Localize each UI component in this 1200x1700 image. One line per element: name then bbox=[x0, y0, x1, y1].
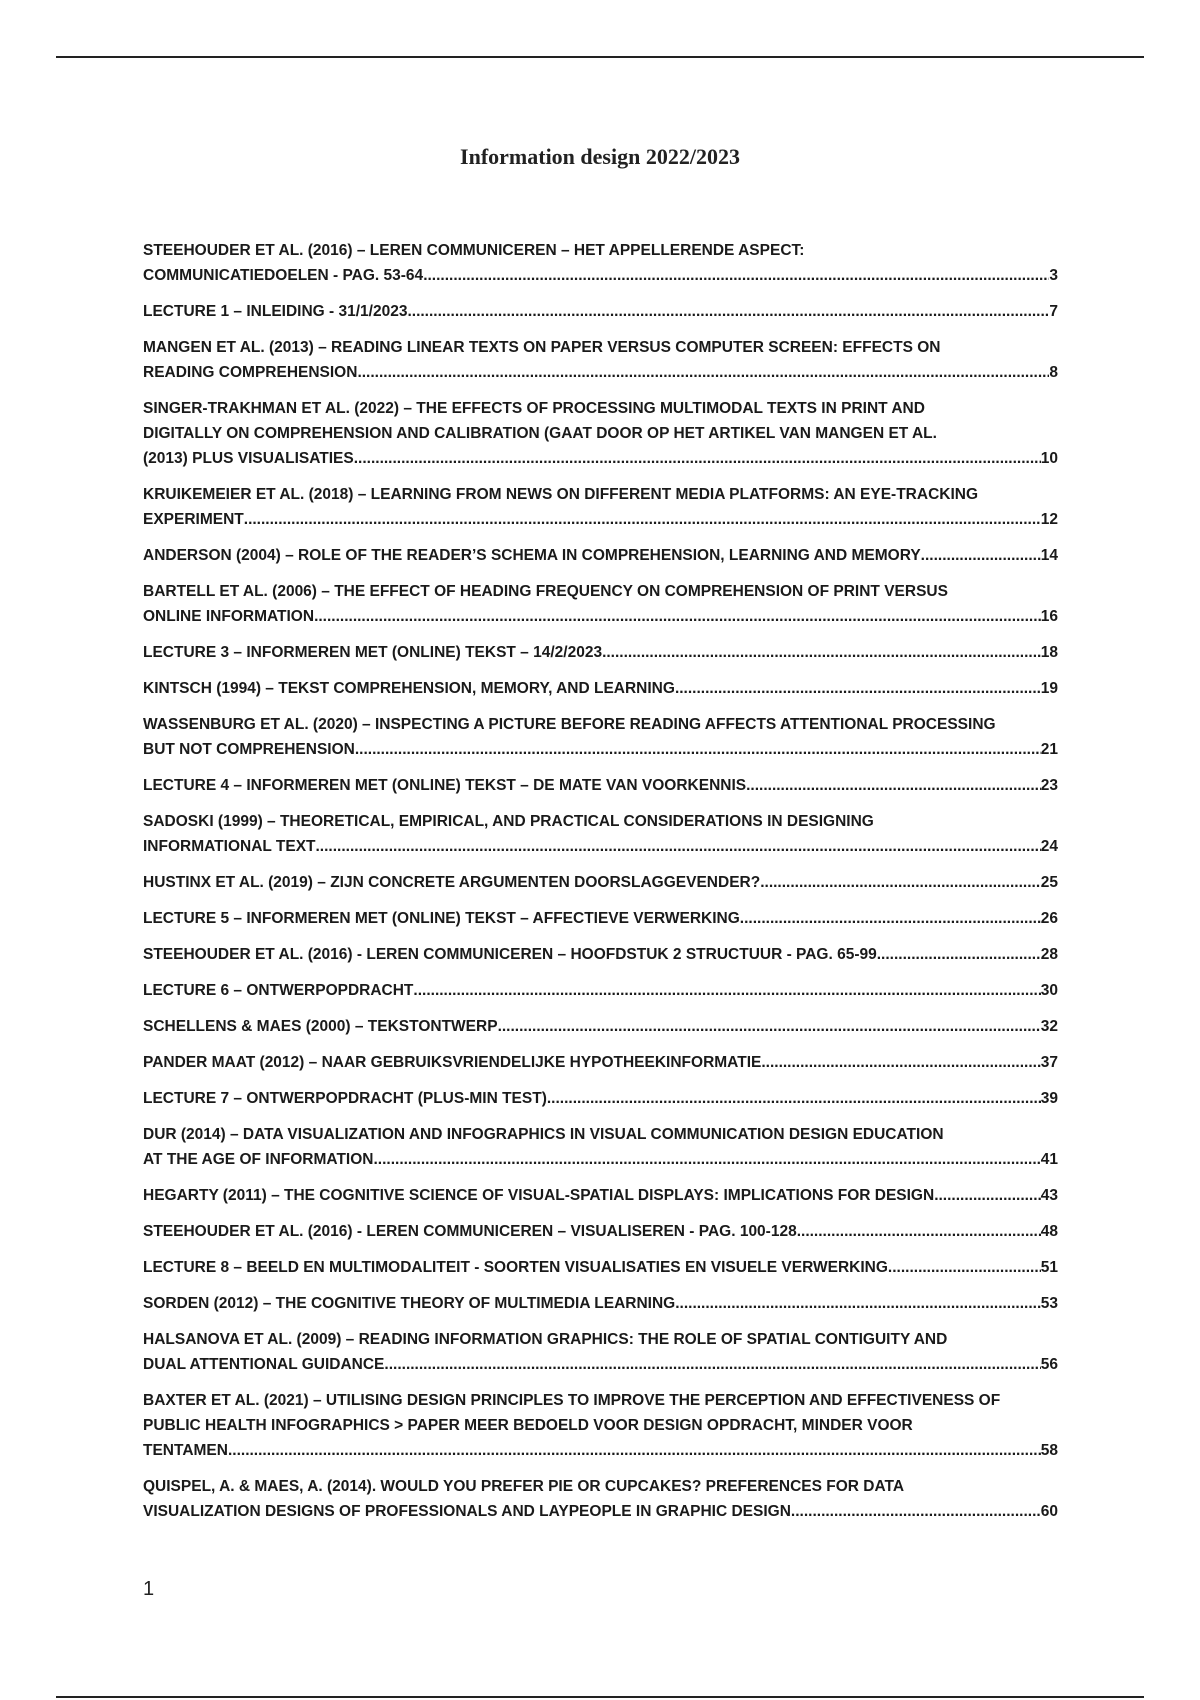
toc-page-number: 7 bbox=[1049, 303, 1058, 320]
toc-page-number: 39 bbox=[1040, 1090, 1058, 1107]
toc-entry-leader-line bbox=[143, 870, 1058, 895]
toc-entry[interactable] bbox=[143, 1327, 1058, 1377]
toc-entry[interactable] bbox=[143, 1014, 1058, 1039]
toc-page-number: 41 bbox=[1040, 1151, 1058, 1168]
toc-entry-title-line: EXPERIMENT bbox=[143, 511, 244, 528]
toc-entry[interactable] bbox=[143, 1388, 1058, 1463]
toc-entry-leader-line bbox=[143, 1183, 1058, 1208]
toc-page-number: 32 bbox=[1040, 1018, 1058, 1035]
toc-entry-title-line: DUAL ATTENTIONAL GUIDANCE bbox=[143, 1356, 385, 1373]
toc-entry-title-line: BAXTER ET AL. (2021) – UTILISING DESIGN PRINCIPLES TO IMPROVE THE PERCEPTION AND EFFECTIVENESS OF bbox=[143, 1392, 1001, 1409]
toc-entry[interactable] bbox=[143, 238, 1058, 288]
toc-entry-leader-line bbox=[143, 446, 1058, 471]
toc-page-number: 23 bbox=[1040, 777, 1058, 794]
toc-dot-leader bbox=[797, 1219, 1041, 1244]
toc-entry[interactable] bbox=[143, 712, 1058, 762]
toc-entry-title-line: STEEHOUDER ET AL. (2016) - LEREN COMMUNICEREN – VISUALISEREN - PAG. 100-128 bbox=[143, 1223, 797, 1240]
page-top-rule bbox=[56, 56, 1144, 58]
toc-dot-leader bbox=[602, 640, 1041, 665]
toc-entry-leader-line bbox=[143, 604, 1058, 629]
toc-entry[interactable] bbox=[143, 906, 1058, 931]
toc-entry-title-line: ONLINE INFORMATION bbox=[143, 608, 315, 625]
toc-entry-leader-line bbox=[143, 1291, 1058, 1316]
toc-entry-title-line: KRUIKEMEIER ET AL. (2018) – LEARNING FROM NEWS ON DIFFERENT MEDIA PLATFORMS: AN EYE-TRACKING bbox=[143, 486, 979, 503]
toc-entry-title-line: STEEHOUDER ET AL. (2016) - LEREN COMMUNICEREN – HOOFDSTUK 2 STRUCTUUR - PAG. 65-99 bbox=[143, 946, 877, 963]
toc-entry-title-line: SINGER-TRAKHMAN ET AL. (2022) – THE EFFECTS OF PROCESSING MULTIMODAL TEXTS IN PRINT AND bbox=[143, 400, 925, 417]
toc-entry[interactable] bbox=[143, 809, 1058, 859]
toc-entry-title-line: BUT NOT COMPREHENSION bbox=[143, 741, 355, 758]
toc-dot-leader bbox=[740, 906, 1041, 931]
toc-entry[interactable] bbox=[143, 870, 1058, 895]
toc-entry-title-line: KINTSCH (1994) – TEKST COMPREHENSION, MEMORY, AND LEARNING bbox=[143, 680, 675, 697]
toc-page-number: 28 bbox=[1040, 946, 1058, 963]
toc-entry[interactable] bbox=[143, 543, 1058, 568]
toc-dot-leader bbox=[316, 834, 1041, 859]
toc-entry-title-line: LECTURE 6 – ONTWERPOPDRACHT bbox=[143, 982, 414, 999]
toc-entry-title-line: TENTAMEN bbox=[143, 1442, 228, 1459]
toc-entry[interactable] bbox=[143, 676, 1058, 701]
toc-entry-title-line: COMMUNICATIEDOELEN - PAG. 53-64 bbox=[143, 267, 424, 284]
toc-dot-leader bbox=[547, 1086, 1041, 1111]
toc-entry-leader-line bbox=[143, 1438, 1058, 1463]
toc-entry[interactable] bbox=[143, 396, 1058, 471]
toc-entry[interactable] bbox=[143, 1050, 1058, 1075]
toc-page-number: 43 bbox=[1040, 1187, 1058, 1204]
toc-page-number: 58 bbox=[1040, 1442, 1058, 1459]
toc-dot-leader bbox=[384, 1352, 1040, 1377]
toc-dot-leader bbox=[355, 737, 1041, 762]
toc-entry-title-line: QUISPEL, A. & MAES, A. (2014). WOULD YOU PREFER PIE OR CUPCAKES? PREFERENCES FOR DATA bbox=[143, 1478, 905, 1495]
toc-entry-title-line: MANGEN ET AL. (2013) – READING LINEAR TEXTS ON PAPER VERSUS COMPUTER SCREEN: EFFECTS ON bbox=[143, 339, 941, 356]
toc-dot-leader bbox=[373, 1147, 1040, 1172]
toc-entry-leader-line bbox=[143, 1499, 1058, 1524]
toc-entry[interactable] bbox=[143, 482, 1058, 532]
toc-entry-title-line: SADOSKI (1999) – THEORETICAL, EMPIRICAL, AND PRACTICAL CONSIDERATIONS IN DESIGNING bbox=[143, 813, 874, 830]
toc-dot-leader bbox=[761, 1050, 1040, 1075]
toc-entry[interactable] bbox=[143, 1474, 1058, 1524]
toc-page-number: 24 bbox=[1040, 838, 1058, 855]
toc-entry-title-line: HALSANOVA ET AL. (2009) – READING INFORMATION GRAPHICS: THE ROLE OF SPATIAL CONTIGUITY AND bbox=[143, 1331, 948, 1348]
table-of-contents bbox=[143, 238, 1058, 1524]
toc-dot-leader bbox=[921, 543, 1041, 568]
toc-dot-leader bbox=[746, 773, 1041, 798]
toc-entry-title-line: VISUALIZATION DESIGNS OF PROFESSIONALS AND LAYPEOPLE IN GRAPHIC DESIGN bbox=[143, 1503, 791, 1520]
toc-entry-title-line: ANDERSON (2004) – ROLE OF THE READER’S SCHEMA IN COMPREHENSION, LEARNING AND MEMORY bbox=[143, 547, 921, 564]
toc-entry-leader-line bbox=[143, 834, 1058, 859]
toc-entry-title-line: SCHELLENS & MAES (2000) – TEKSTONTWERP bbox=[143, 1018, 498, 1035]
toc-entry[interactable] bbox=[143, 299, 1058, 324]
toc-entry-leader-line bbox=[143, 507, 1058, 532]
toc-entry-title-line: PUBLIC HEALTH INFOGRAPHICS > PAPER MEER BEDOELD VOOR DESIGN OPDRACHT, MINDER VOOR bbox=[143, 1417, 913, 1434]
toc-entry-title-line: SORDEN (2012) – THE COGNITIVE THEORY OF MULTIMEDIA LEARNING bbox=[143, 1295, 676, 1312]
toc-dot-leader bbox=[407, 299, 1049, 324]
toc-page-number: 26 bbox=[1040, 910, 1058, 927]
toc-entry-title-line: AT THE AGE OF INFORMATION bbox=[143, 1151, 374, 1168]
toc-entry-title-line: DUR (2014) – DATA VISUALIZATION AND INFOGRAPHICS IN VISUAL COMMUNICATION DESIGN EDUCATION bbox=[143, 1126, 944, 1143]
toc-page-number: 37 bbox=[1040, 1054, 1058, 1071]
toc-entry-leader-line bbox=[143, 640, 1058, 665]
toc-entry[interactable] bbox=[143, 579, 1058, 629]
toc-page-number: 12 bbox=[1040, 511, 1058, 528]
toc-dot-leader bbox=[888, 1255, 1041, 1280]
toc-entry-leader-line bbox=[143, 1219, 1058, 1244]
toc-entry-leader-line bbox=[143, 360, 1058, 385]
toc-entry[interactable] bbox=[143, 335, 1058, 385]
toc-entry-leader-line bbox=[143, 1086, 1058, 1111]
toc-page-number: 18 bbox=[1040, 644, 1058, 661]
page-number: 1 bbox=[143, 1578, 155, 1600]
toc-entry-title-line: INFORMATIONAL TEXT bbox=[143, 838, 316, 855]
toc-entry-leader-line bbox=[143, 1050, 1058, 1075]
toc-entry[interactable] bbox=[143, 1291, 1058, 1316]
toc-page-number: 8 bbox=[1049, 364, 1058, 381]
toc-dot-leader bbox=[498, 1014, 1041, 1039]
toc-dot-leader bbox=[934, 1183, 1041, 1208]
toc-entry-leader-line bbox=[143, 299, 1058, 324]
toc-entry-leader-line bbox=[143, 1352, 1058, 1377]
toc-entry-title-line: READING COMPREHENSION bbox=[143, 364, 358, 381]
toc-entry-title-line: HUSTINX ET AL. (2019) – ZIJN CONCRETE ARGUMENTEN DOORSLAGGEVENDER? bbox=[143, 874, 761, 891]
toc-entry-leader-line bbox=[143, 676, 1058, 701]
toc-entry-leader-line bbox=[143, 942, 1058, 967]
toc-entry-title-line: STEEHOUDER ET AL. (2016) – LEREN COMMUNICEREN – HET APPELLERENDE ASPECT: bbox=[143, 242, 805, 259]
toc-entry-leader-line bbox=[143, 263, 1058, 288]
toc-dot-leader bbox=[877, 942, 1041, 967]
toc-entry-title-line: PANDER MAAT (2012) – NAAR GEBRUIKSVRIENDELIJKE HYPOTHEEKINFORMATIE bbox=[143, 1054, 762, 1071]
toc-dot-leader bbox=[760, 870, 1041, 895]
toc-entry-title-line: BARTELL ET AL. (2006) – THE EFFECT OF HEADING FREQUENCY ON COMPREHENSION OF PRINT VERSUS bbox=[143, 583, 948, 600]
toc-dot-leader bbox=[675, 1291, 1041, 1316]
document-title: Information design 2022/2023 bbox=[460, 144, 740, 169]
toc-page-number: 53 bbox=[1040, 1295, 1058, 1312]
toc-dot-leader bbox=[314, 604, 1041, 629]
toc-page-number: 30 bbox=[1040, 982, 1058, 999]
toc-entry[interactable] bbox=[143, 1255, 1058, 1280]
toc-entry-leader-line bbox=[143, 978, 1058, 1003]
toc-entry[interactable] bbox=[143, 1086, 1058, 1111]
toc-entry-leader-line bbox=[143, 543, 1058, 568]
toc-page-number: 48 bbox=[1040, 1223, 1058, 1240]
toc-entry[interactable] bbox=[143, 773, 1058, 798]
toc-page-number: 14 bbox=[1040, 547, 1058, 564]
page-bottom-rule bbox=[56, 1696, 1144, 1698]
toc-dot-leader bbox=[791, 1499, 1041, 1524]
toc-dot-leader bbox=[228, 1438, 1041, 1463]
toc-entry-title-line: HEGARTY (2011) – THE COGNITIVE SCIENCE OF VISUAL-SPATIAL DISPLAYS: IMPLICATIONS FOR DESIGN bbox=[143, 1187, 935, 1204]
toc-entry-leader-line bbox=[143, 737, 1058, 762]
toc-entry-leader-line bbox=[143, 1014, 1058, 1039]
toc-page-number: 3 bbox=[1049, 267, 1058, 284]
toc-page-number: 10 bbox=[1040, 450, 1058, 467]
toc-entry[interactable] bbox=[143, 1183, 1058, 1208]
toc-dot-leader bbox=[357, 360, 1049, 385]
toc-page-number: 16 bbox=[1040, 608, 1058, 625]
toc-entry-title-line: WASSENBURG ET AL. (2020) – INSPECTING A PICTURE BEFORE READING AFFECTS ATTENTIONAL PROCESSING bbox=[143, 716, 996, 733]
toc-dot-leader bbox=[675, 676, 1041, 701]
toc-entry-leader-line bbox=[143, 906, 1058, 931]
toc-entry-leader-line bbox=[143, 773, 1058, 798]
toc-entry-title-line: LECTURE 1 – INLEIDING - 31/1/2023 bbox=[143, 303, 408, 320]
toc-entry-title-line: (2013) PLUS VISUALISATIES bbox=[143, 450, 354, 467]
toc-page-number: 25 bbox=[1040, 874, 1058, 891]
toc-dot-leader bbox=[244, 507, 1041, 532]
toc-entry[interactable] bbox=[143, 1122, 1058, 1172]
toc-entry-leader-line bbox=[143, 1147, 1058, 1172]
toc-page-number: 21 bbox=[1040, 741, 1058, 758]
toc-entry-title-line: DIGITALLY ON COMPREHENSION AND CALIBRATION (GAAT DOOR OP HET ARTIKEL VAN MANGEN ET AL. bbox=[143, 425, 937, 442]
toc-entry[interactable] bbox=[143, 942, 1058, 967]
toc-entry-leader-line bbox=[143, 1255, 1058, 1280]
toc-page-number: 51 bbox=[1040, 1259, 1058, 1276]
toc-dot-leader bbox=[413, 978, 1040, 1003]
toc-dot-leader bbox=[354, 446, 1041, 471]
toc-entry[interactable] bbox=[143, 640, 1058, 665]
toc-page-number: 19 bbox=[1040, 680, 1058, 697]
toc-entry-title-line: LECTURE 4 – INFORMEREN MET (ONLINE) TEKST – DE MATE VAN VOORKENNIS bbox=[143, 777, 747, 794]
toc-entry[interactable] bbox=[143, 978, 1058, 1003]
toc-page-number: 56 bbox=[1040, 1356, 1058, 1373]
toc-entry[interactable] bbox=[143, 1219, 1058, 1244]
toc-entry-title-line: LECTURE 7 – ONTWERPOPDRACHT (PLUS-MIN TEST) bbox=[143, 1090, 547, 1107]
toc-entry-title-line: LECTURE 3 – INFORMEREN MET (ONLINE) TEKST – 14/2/2023 bbox=[143, 644, 603, 661]
toc-dot-leader bbox=[423, 263, 1049, 288]
toc-entry-title-line: LECTURE 5 – INFORMEREN MET (ONLINE) TEKST – AFFECTIEVE VERWERKING bbox=[143, 910, 740, 927]
toc-entry-title-line: LECTURE 8 – BEELD EN MULTIMODALITEIT - SOORTEN VISUALISATIES EN VISUELE VERWERKING bbox=[143, 1259, 888, 1276]
toc-page-number: 60 bbox=[1040, 1503, 1058, 1520]
